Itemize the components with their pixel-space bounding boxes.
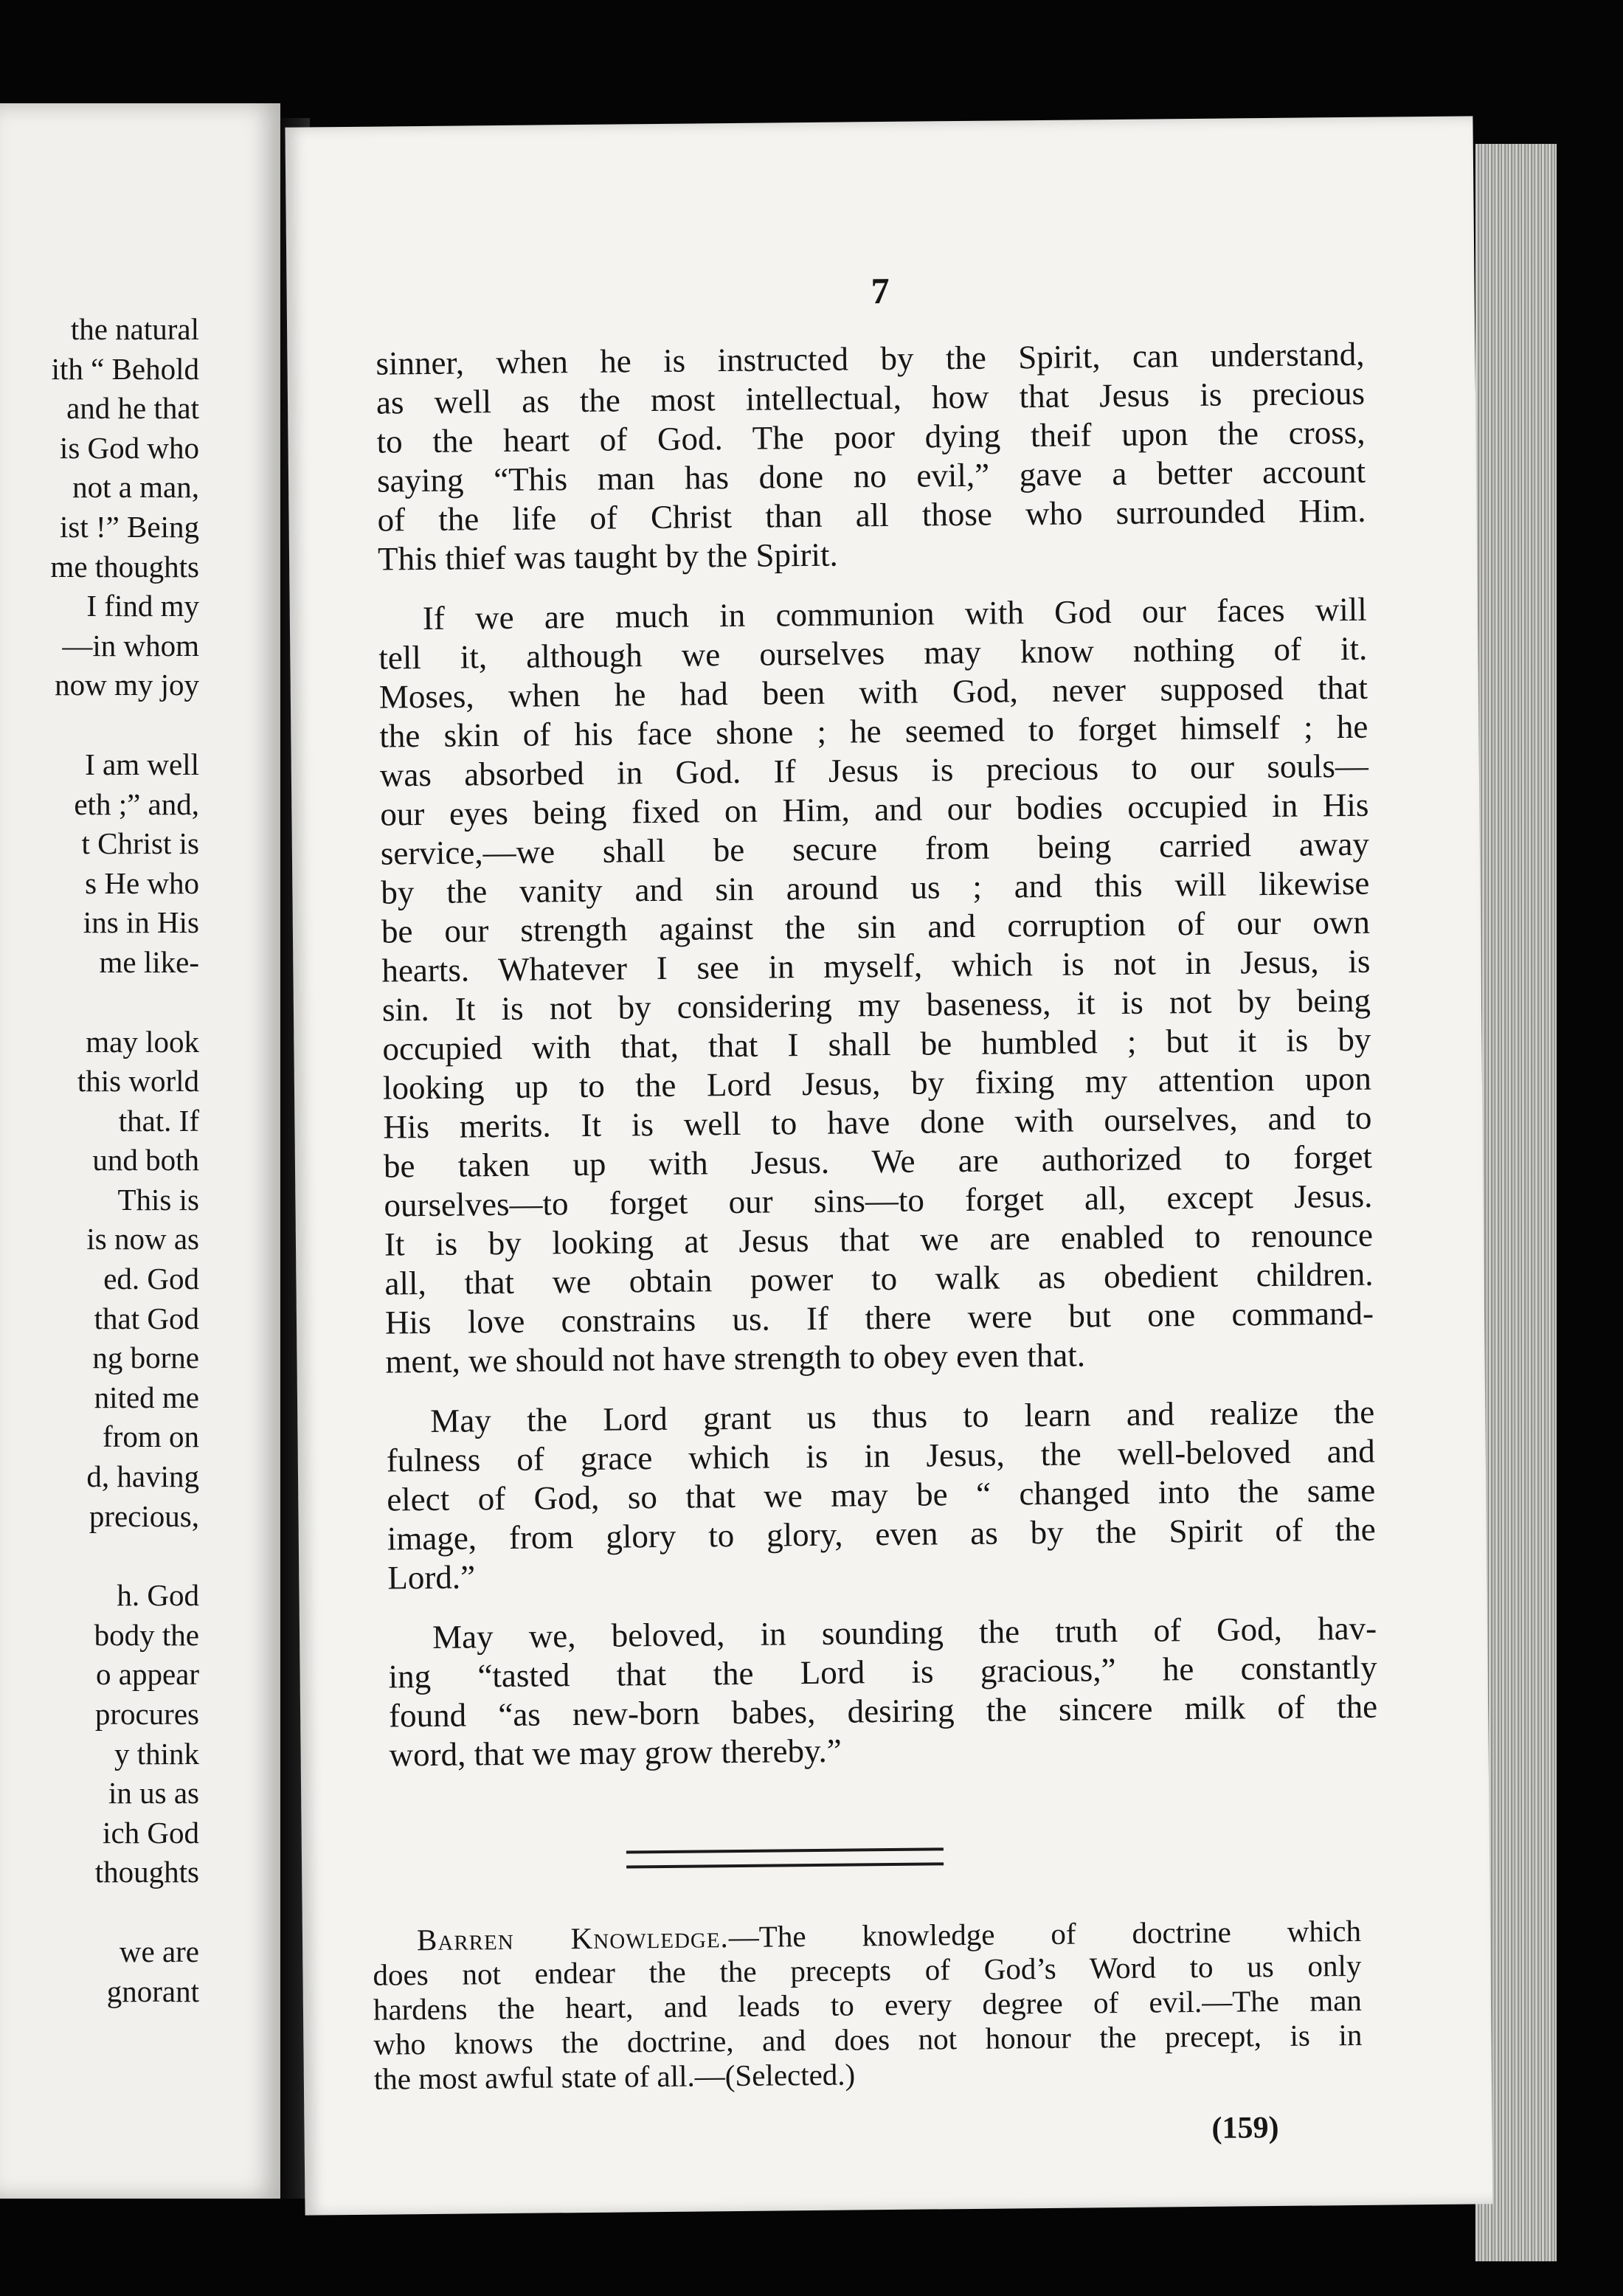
text-line: by the vanity and sin around us ; and this will likewise: [381, 864, 1370, 911]
text-line: occupied with that, that I shall be humbled ; but it is by: [382, 1020, 1371, 1068]
previous-page-line: gnorant: [106, 1974, 199, 2008]
previous-page-line: nited me: [94, 1380, 199, 1414]
paragraph: [388, 1609, 1378, 1775]
folio-number: (159): [1211, 2110, 1279, 2145]
previous-page-line: that God: [94, 1301, 199, 1335]
previous-page-line: may look: [86, 1024, 199, 1059]
previous-page-line: the natural: [70, 312, 199, 346]
previous-page-line: procures: [94, 1697, 199, 1731]
note-line: —The knowledge of doctrine which: [728, 1913, 1362, 1954]
text-line: looking up to the Lord Jesus, by fixing my attention upon: [382, 1059, 1372, 1107]
previous-page-line: that. If: [118, 1103, 199, 1138]
line-gap: [0, 705, 199, 745]
previous-page-line: I find my: [86, 589, 199, 623]
previous-page-line: ist !” Being: [59, 509, 199, 544]
body-text: [376, 335, 1378, 1796]
previous-page-line: y think: [114, 1736, 199, 1771]
text-line: His love constrains us. If there were but one command-: [384, 1294, 1374, 1341]
text-line: be taken up with Jesus. We are authorized to forget: [383, 1138, 1373, 1185]
previous-page-line: ed. God: [103, 1262, 199, 1296]
text-line: tell it, although we ourselves may know nothing of it.: [378, 629, 1368, 677]
text-line: ment, we should not have strength to obey even that.: [385, 1336, 1086, 1380]
previous-page-line: ng borne: [92, 1341, 199, 1375]
text-line: hearts. Whatever I see in myself, which is not in Jesus, is: [381, 942, 1371, 989]
line-gap: [0, 1536, 199, 1576]
current-page: [285, 116, 1492, 2215]
previous-page-line: precious,: [89, 1498, 199, 1533]
text-line: May the Lord grant us thus to learn and realize the: [430, 1393, 1375, 1439]
text-line: as well as the most intellectual, how that Jesus is precious: [376, 374, 1366, 421]
line-gap: [0, 1892, 199, 1932]
text-line: found “as new-born babes, desiring the sincere milk of the: [388, 1687, 1378, 1735]
previous-page-line: ith “ Behold: [51, 351, 199, 386]
text-line: It is by looking at Jesus that we are enabled to renounce: [384, 1216, 1374, 1263]
text-line: sin. It is not by considering my baseness, it is not by being: [381, 981, 1371, 1028]
previous-page-line: we are: [119, 1934, 199, 1968]
text-line: our eyes being fixed on Him, and our bodies occupied in His: [380, 786, 1369, 833]
previous-page-line: und both: [92, 1143, 199, 1178]
previous-page-line: This is: [117, 1182, 199, 1217]
text-line: all, that we obtain power to walk as obedient children.: [384, 1255, 1374, 1302]
line-gap: [0, 983, 199, 1023]
text-line: to the heart of God. The poor dying theif upon the cross,: [376, 413, 1366, 460]
paragraph: [378, 590, 1374, 1382]
text-line: Lord.”: [387, 1558, 476, 1597]
note-line: who knows the doctrine, and does not honour the precept, is in: [373, 2017, 1363, 2061]
note-line: the most awful state of all.—(Selected.): [373, 2057, 856, 2096]
section-divider: [626, 1847, 944, 1868]
previous-page-line: s He who: [85, 865, 199, 900]
previous-page-line: h. God: [117, 1578, 199, 1613]
previous-page-line: o appear: [96, 1657, 199, 1692]
text-line: service,—we shall be secure from being carried away: [380, 825, 1370, 872]
text-line: sinner, when he is instructed by the Spirit, can understand,: [376, 335, 1365, 382]
previous-page-text: [0, 310, 199, 2011]
previous-page-line: t Christ is: [81, 826, 199, 861]
previous-page-line: d, having: [86, 1459, 199, 1494]
text-line: His merits. It is well to have done with ourselves, and to: [383, 1099, 1372, 1146]
text-line: of the life of Christ than all those who surrounded Him.: [377, 491, 1366, 539]
text-line: word, that we may grow thereby.”: [389, 1732, 842, 1774]
previous-page-line: not a man,: [72, 470, 199, 505]
previous-page-line: this world: [77, 1064, 199, 1099]
previous-page-line: body the: [94, 1617, 199, 1652]
note-line: hardens the heart, and leads to every degree of evil.—The man: [373, 1982, 1363, 2027]
text-line: fulness of grace which is in Jesus, the well-beloved and: [386, 1432, 1375, 1479]
previous-page-line: from on: [103, 1420, 199, 1454]
previous-page-line: me thoughts: [50, 549, 199, 584]
previous-page-line: is God who: [59, 430, 199, 465]
text-line: ing “tasted that the Lord is gracious,” he constantly: [388, 1648, 1377, 1695]
text-line: Moses, when he had been with God, never supposed that: [378, 668, 1368, 716]
previous-page-line: me like-: [99, 944, 199, 979]
text-line: image, from glory to glory, even as by the Spirit of the: [387, 1510, 1376, 1557]
text-line: This thief was taught by the Spirit.: [377, 536, 838, 578]
previous-page-line: —in whom: [62, 628, 199, 663]
previous-page-line: ins in His: [83, 905, 199, 940]
text-line: May we, beloved, in sounding the truth of God, hav-: [432, 1609, 1377, 1656]
barren-knowledge-note: [373, 1914, 1363, 2097]
text-line: If we are much in communion with God our faces will: [422, 590, 1368, 637]
note-heading: Barren Knowledge.: [416, 1920, 730, 1957]
note-line: does not endear the the precepts of God’s Word to us only: [373, 1948, 1362, 1992]
text-line: ourselves—to forget our sins—to forget all, except Jesus.: [384, 1177, 1373, 1224]
previous-page-line: in us as: [108, 1776, 199, 1811]
paragraph: [376, 335, 1366, 579]
previous-page-line: ich God: [103, 1815, 199, 1850]
text-line: was absorbed in God. If Jesus is precious to our souls—: [379, 747, 1369, 794]
previous-page-fragment: [0, 103, 280, 2199]
previous-page-line: thoughts: [94, 1855, 199, 1889]
previous-page-line: and he that: [66, 391, 199, 426]
previous-page-line: eth ;” and,: [74, 786, 199, 821]
text-line: the skin of his face shone ; he seemed to forget himself ; he: [379, 708, 1368, 755]
text-line: be our strength against the sin and corruption of our own: [381, 903, 1371, 950]
text-line: elect of God, so that we may be “ changed into the same: [387, 1471, 1376, 1518]
paragraph: [386, 1393, 1376, 1598]
previous-page-line: I am well: [85, 747, 199, 781]
text-line: saying “This man has done no evil,” gave a better account: [376, 452, 1366, 499]
previous-page-line: is now as: [86, 1222, 199, 1256]
page-number: 7: [871, 269, 890, 312]
previous-page-line: now my joy: [55, 668, 199, 702]
